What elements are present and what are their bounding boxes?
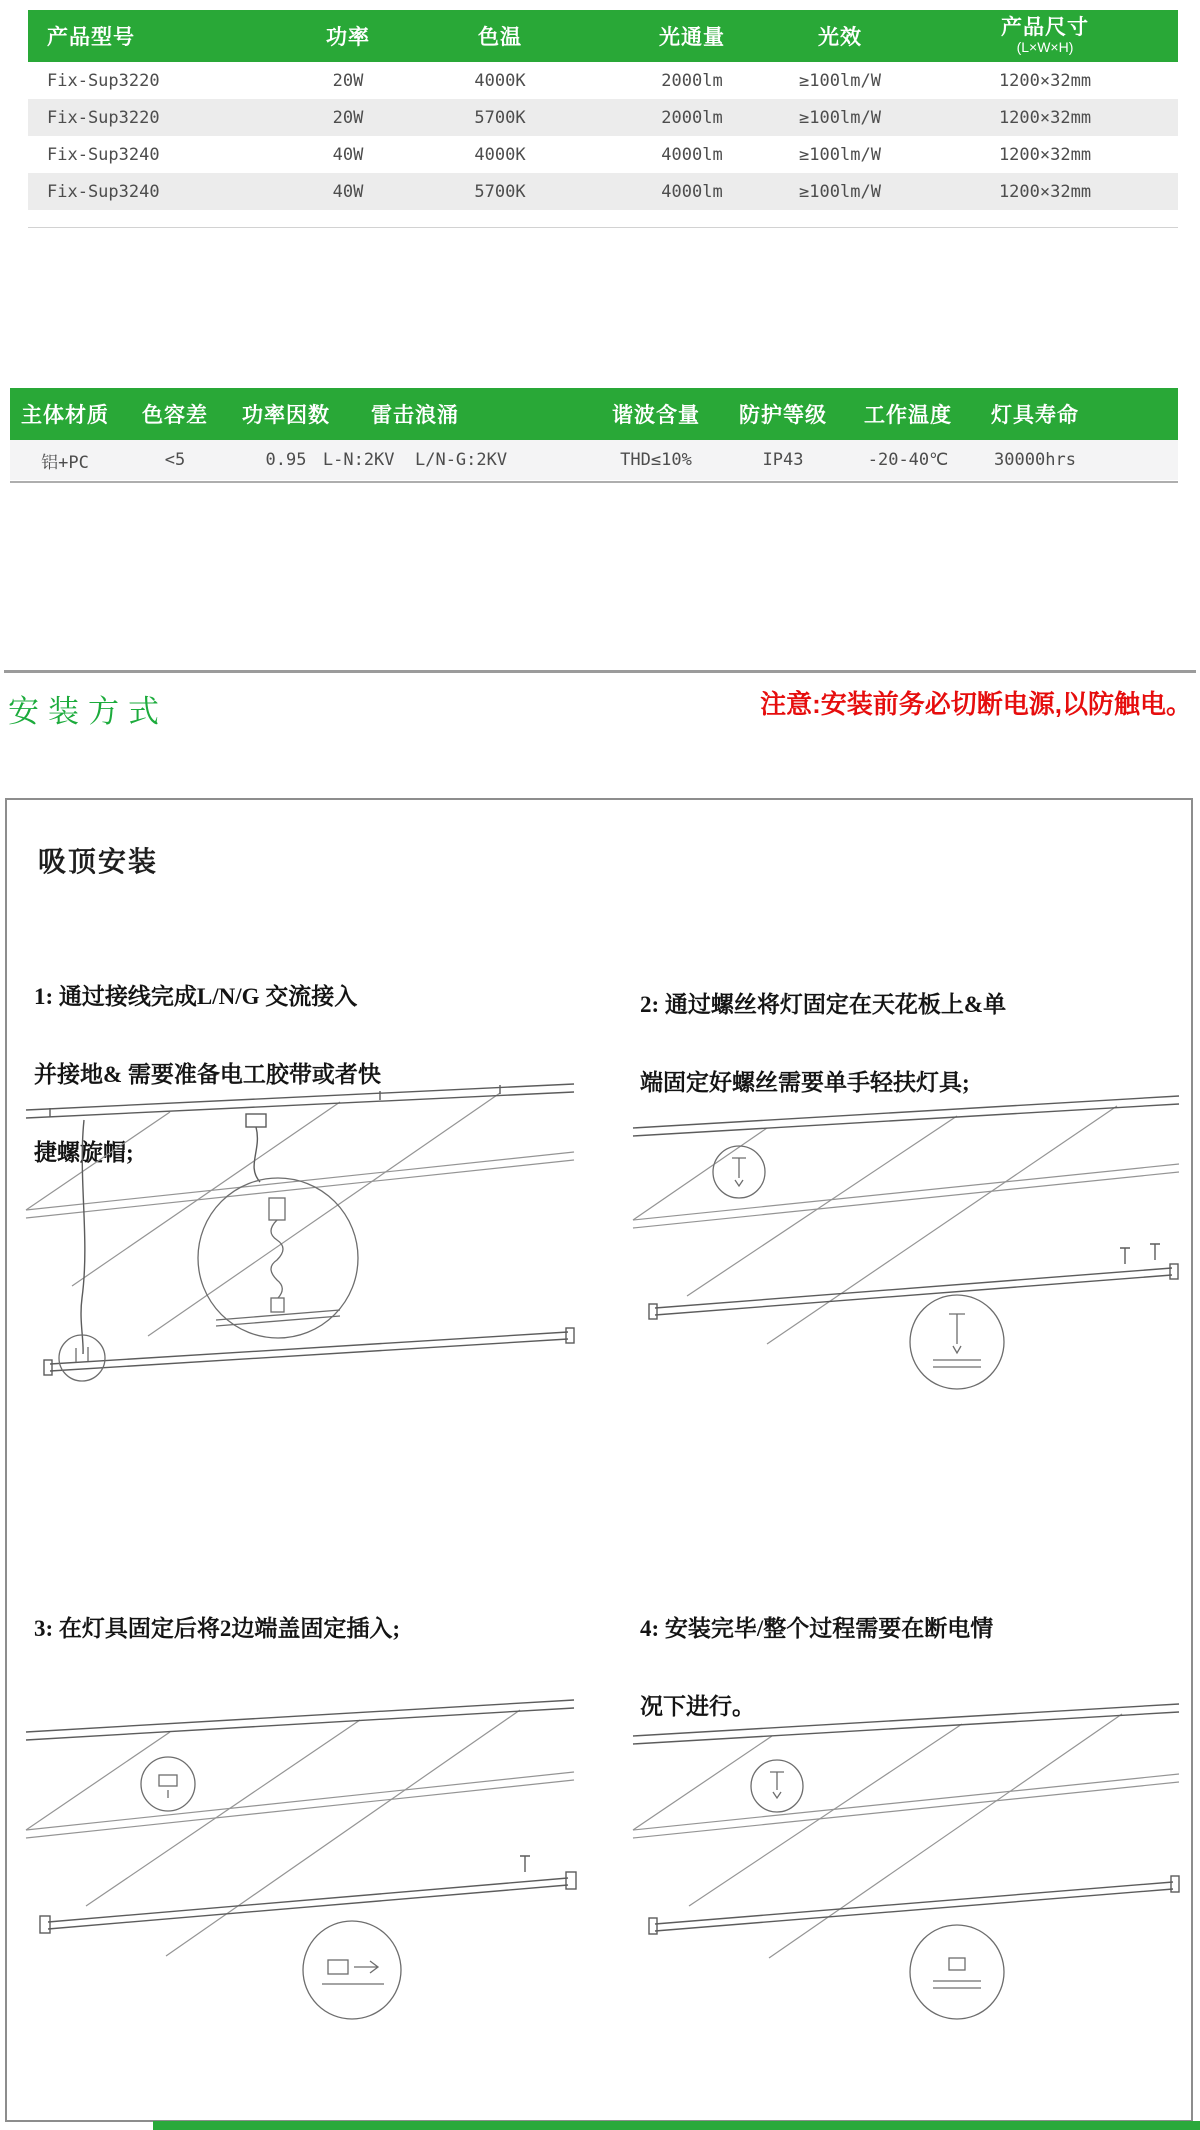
cell-power-factor: 0.95 [265, 450, 307, 470]
step-line: 2: 通过螺丝将灯固定在天花板上&单 [640, 992, 1007, 1017]
cell-cct: 5700K [474, 181, 526, 202]
cell-size: 1200×32mm [998, 144, 1092, 165]
header-working-temp: 工作温度 [864, 404, 952, 427]
header-color-tolerance: 色容差 [142, 404, 208, 427]
step-line: 3: 在灯具固定后将2边端盖固定插入; [34, 1616, 401, 1641]
table-row [28, 136, 1178, 173]
cell-power: 40W [332, 181, 364, 202]
step-line: 4: 安装完毕/整个过程需要在断电情 [640, 1616, 994, 1641]
safety-warning: 注意:安装前务必切断电源,以防触电。 [760, 689, 1192, 719]
install-instructions-box [5, 798, 1193, 2122]
table-divider [28, 227, 1178, 228]
cell-size: 1200×32mm [998, 70, 1092, 91]
spec-table-header-row [10, 388, 1178, 440]
cell-efficacy: ≥100lm/W [799, 181, 881, 202]
step-line: 端固定好螺丝需要单手轻扶灯具; [640, 1070, 970, 1095]
header-power: 功率 [326, 26, 370, 49]
header-lifetime: 灯具寿命 [991, 404, 1079, 427]
install-section-title: 安装方式 [8, 694, 168, 729]
cell-flux: 4000lm [661, 181, 723, 202]
cell-power: 40W [332, 144, 364, 165]
step-line: 并接地& 需要准备电工胶带或者快 [34, 1062, 381, 1087]
header-color-temp: 色温 [478, 26, 522, 49]
cell-working-temp: -20-40℃ [867, 450, 949, 470]
cell-cct: 4000K [474, 144, 526, 165]
header-luminous-flux: 光通量 [659, 26, 725, 49]
cell-efficacy: ≥100lm/W [799, 70, 881, 91]
cell-material: 铝+PC [41, 452, 89, 473]
cell-cct: 5700K [474, 107, 526, 128]
ceiling-install-title: 吸顶安装 [38, 846, 159, 877]
cell-model: Fix-Sup3240 [47, 181, 160, 202]
section-divider [4, 670, 1196, 673]
cell-size: 1200×32mm [998, 107, 1092, 128]
product-table-header-row [28, 10, 1178, 62]
header-ip-rating: 防护等级 [739, 404, 827, 427]
install-diagram-2-screw-illustration [627, 1072, 1185, 1413]
header-dimensions-title: 产品尺寸 [1001, 16, 1089, 40]
cell-size: 1200×32mm [998, 181, 1092, 202]
electrical-spec-table [10, 388, 1178, 480]
install-diagram-4-finished-illustration [627, 1678, 1185, 2046]
cell-efficacy: ≥100lm/W [799, 107, 881, 128]
header-dimensions-sub: (L×W×H) [1016, 38, 1074, 55]
cell-ip-rating: IP43 [762, 450, 804, 470]
table-row [10, 440, 1178, 480]
cell-model: Fix-Sup3240 [47, 144, 160, 165]
cell-flux: 2000lm [661, 107, 723, 128]
table-row [28, 99, 1178, 136]
cell-cct: 4000K [474, 70, 526, 91]
header-product-model: 产品型号 [47, 26, 135, 49]
cell-model: Fix-Sup3220 [47, 70, 160, 91]
table-row [28, 173, 1178, 210]
table-row [28, 62, 1178, 99]
footer-accent-bar [153, 2121, 1200, 2130]
header-surge: 雷击浪涌 [371, 404, 459, 427]
cell-efficacy: ≥100lm/W [799, 144, 881, 165]
step-line: 况下进行。 [640, 1694, 755, 1719]
cell-power: 20W [332, 70, 364, 91]
cell-thd: THD≤10% [620, 450, 692, 470]
install-diagram-1-wiring-illustration [20, 1058, 580, 1413]
header-efficacy: 光效 [818, 26, 862, 49]
cell-surge: L-N:2KV L/N-G:2KV [322, 450, 508, 470]
header-thd: 谐波含量 [612, 404, 700, 427]
product-spec-table [28, 10, 1178, 210]
step-line: 1: 通过接线完成L/N/G 交流接入 [34, 984, 358, 1009]
cell-color-tolerance: <5 [164, 450, 186, 470]
install-diagram-3-endcap-illustration [20, 1672, 580, 2047]
cell-flux: 4000lm [661, 144, 723, 165]
cell-flux: 2000lm [661, 70, 723, 91]
table-divider [10, 481, 1178, 483]
header-dimensions [1001, 10, 1089, 62]
step-line: 捷螺旋帽; [34, 1140, 134, 1165]
cell-lifetime: 30000hrs [994, 450, 1076, 470]
cell-model: Fix-Sup3220 [47, 107, 160, 128]
header-material: 主体材质 [21, 404, 109, 427]
header-power-factor: 功率因数 [242, 404, 330, 427]
cell-power: 20W [332, 107, 364, 128]
